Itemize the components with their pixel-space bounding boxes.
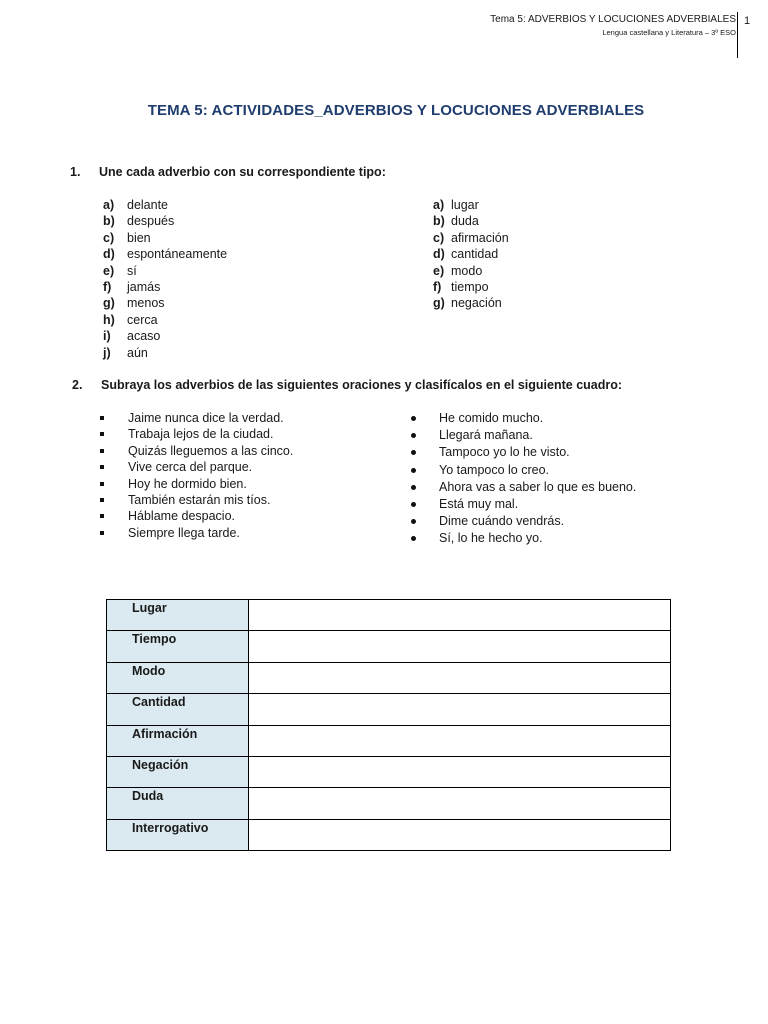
page-number: 1 [744, 15, 751, 27]
answer-cell[interactable] [249, 694, 671, 725]
list-item [103, 230, 343, 246]
list-item [433, 230, 633, 246]
bullet-square-icon [100, 531, 104, 535]
adverb-list [103, 197, 343, 361]
row-label: Tiempo [107, 631, 249, 662]
list-text: duda [451, 214, 479, 229]
list-item [433, 263, 633, 279]
type-list [433, 197, 633, 312]
list-marker: c) [103, 230, 115, 245]
bullet-square-icon [100, 482, 104, 486]
bullet-dot-icon [411, 433, 416, 438]
sentence-text: Háblame despacio. [128, 509, 236, 524]
bullet-square-icon [100, 416, 104, 420]
answer-cell[interactable] [249, 819, 671, 850]
header-divider [737, 12, 738, 58]
list-text: jamás [127, 279, 161, 294]
list-marker: h) [103, 312, 115, 327]
sentence-text: Vive cerca del parque. [128, 460, 253, 475]
row-label: Modo [107, 662, 249, 693]
list-item [103, 295, 343, 311]
list-item [100, 426, 390, 442]
table-row [107, 756, 671, 787]
list-text: menos [127, 296, 165, 311]
list-item [103, 263, 343, 279]
list-item [411, 410, 731, 427]
list-item [433, 213, 633, 229]
list-marker: b) [103, 214, 115, 229]
list-marker: e) [103, 263, 115, 278]
list-marker: g) [103, 296, 115, 311]
list-text: modo [451, 263, 483, 278]
list-item [100, 508, 390, 524]
list-item [433, 279, 633, 295]
list-item [433, 197, 633, 213]
answer-cell[interactable] [249, 600, 671, 631]
table-row [107, 631, 671, 662]
list-text: aún [127, 345, 148, 360]
exercise-2-number: 2. [72, 378, 83, 392]
table-row [107, 725, 671, 756]
list-item [411, 444, 731, 461]
list-marker: a) [103, 198, 115, 212]
sentence-text: También estarán mis tíos. [128, 492, 271, 507]
sentence-text: He comido mucho. [439, 411, 544, 425]
row-label: Interrogativo [107, 819, 249, 850]
list-item [100, 410, 390, 426]
list-text: espontáneamente [127, 247, 228, 262]
list-item [103, 197, 343, 213]
list-item [433, 246, 633, 262]
sentence-text: Está muy mal. [439, 496, 519, 511]
list-text: después [127, 214, 175, 229]
list-item [103, 312, 343, 328]
row-label: Negación [107, 756, 249, 787]
table-row [107, 662, 671, 693]
sentence-text: Tampoco yo lo he visto. [439, 445, 570, 460]
bullet-square-icon [100, 432, 104, 436]
answer-cell[interactable] [249, 788, 671, 819]
bullet-square-icon [100, 465, 104, 469]
bullet-square-icon [100, 498, 104, 502]
list-marker: a) [433, 198, 445, 212]
row-label: Lugar [107, 600, 249, 631]
bullet-dot-icon [411, 485, 416, 490]
list-item [100, 492, 390, 508]
list-text: tiempo [451, 279, 489, 294]
bullet-square-icon [100, 449, 104, 453]
list-marker: d) [433, 247, 445, 262]
sentence-text: Yo tampoco lo creo. [439, 462, 550, 477]
list-item [411, 427, 731, 444]
list-marker: b) [433, 214, 445, 229]
sentence-list-left [100, 410, 390, 541]
bullet-dot-icon [411, 416, 416, 421]
list-item [103, 246, 343, 262]
bullet-dot-icon [411, 468, 416, 473]
sentence-text: Siempre llega tarde. [128, 525, 240, 540]
list-marker: e) [433, 263, 445, 278]
list-marker: f) [103, 279, 112, 294]
list-marker: g) [433, 296, 445, 311]
exercise-2-prompt: Subraya los adverbios de las siguientes oraciones y clasifícalos en el siguiente cuadro: [101, 378, 623, 392]
row-label: Cantidad [107, 694, 249, 725]
answer-cell[interactable] [249, 631, 671, 662]
sentence-text: Hoy he dormido bien. [128, 476, 247, 491]
list-marker: j) [103, 345, 111, 360]
sentence-text: Llegará mañana. [439, 428, 533, 443]
row-label: Duda [107, 788, 249, 819]
exercise-1-number: 1. [70, 165, 81, 179]
bullet-dot-icon [411, 519, 416, 524]
sentence-text: Sí, lo he hecho yo. [439, 531, 543, 546]
answer-cell[interactable] [249, 725, 671, 756]
list-text: negación [451, 296, 502, 311]
answer-cell[interactable] [249, 756, 671, 787]
sentence-text: Trabaja lejos de la ciudad. [128, 427, 274, 442]
header-title: Tema 5: ADVERBIOS Y LOCUCIONES ADVERBIALES [490, 14, 736, 25]
list-item [100, 443, 390, 459]
bullet-dot-icon [411, 502, 416, 507]
sentence-list-right [411, 410, 731, 548]
list-item [411, 530, 731, 547]
list-item [411, 496, 731, 513]
table-row [107, 600, 671, 631]
exercise-1-prompt: Une cada adverbio con su correspondiente tipo: [99, 165, 386, 179]
list-text: sí [127, 263, 137, 278]
list-item [411, 479, 731, 496]
table-row [107, 788, 671, 819]
bullet-square-icon [100, 514, 104, 518]
list-text: bien [127, 230, 151, 245]
list-text: delante [127, 198, 169, 212]
list-item [433, 295, 633, 311]
list-item [411, 462, 731, 479]
list-item [103, 213, 343, 229]
list-item [103, 279, 343, 295]
header-subtitle: Lengua castellana y Literatura – 3º ESO [602, 28, 736, 37]
sentence-text: Dime cuándo vendrás. [439, 514, 565, 529]
table-row [107, 819, 671, 850]
list-item [100, 525, 390, 541]
bullet-dot-icon [411, 536, 416, 541]
table-row [107, 694, 671, 725]
list-item [100, 476, 390, 492]
list-text: cerca [127, 312, 158, 327]
row-label: Afirmación [107, 725, 249, 756]
sentence-text: Jaime nunca dice la verdad. [128, 411, 284, 425]
list-text: cantidad [451, 247, 499, 262]
list-item [411, 513, 731, 530]
list-text: acaso [127, 329, 161, 344]
list-item [103, 328, 343, 344]
sentence-text: Quizás lleguemos a las cinco. [128, 443, 294, 458]
list-marker: i) [103, 329, 111, 344]
list-text: lugar [451, 198, 479, 212]
list-marker: f) [433, 279, 442, 294]
list-item [103, 345, 343, 361]
classification-table [106, 599, 671, 851]
sentence-text: Ahora vas a saber lo que es bueno. [439, 479, 637, 494]
list-marker: d) [103, 247, 115, 262]
list-marker: c) [433, 230, 445, 245]
bullet-dot-icon [411, 450, 416, 455]
page-title: TEMA 5: ACTIVIDADES_ADVERBIOS Y LOCUCIONES ADVERBIALES [147, 102, 645, 119]
list-item [100, 459, 390, 475]
answer-cell[interactable] [249, 662, 671, 693]
list-text: afirmación [451, 230, 509, 245]
